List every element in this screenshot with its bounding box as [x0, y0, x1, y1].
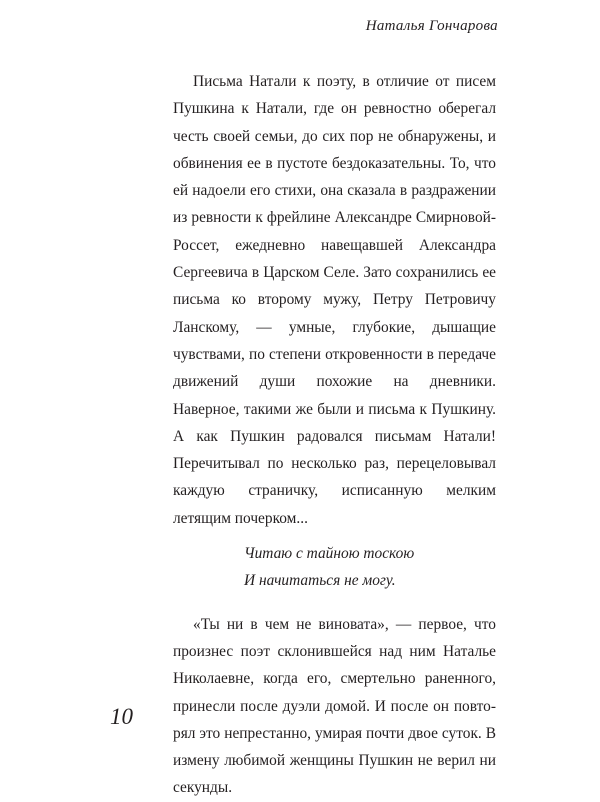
poem-quote: [173, 540, 496, 595]
poem-line-1: Читаю с тайною тоскою: [244, 545, 415, 563]
page-number: 10: [110, 704, 133, 729]
paragraph-innocence: «Ты ни в чем не виновата», — первое, что произнес поэт склонившейся над ним Наталье Николаевне, когда его, смертельно раненного, принесли после дуэли домой. И после он повторял это непрестанно, умирая почти двое суток. В измену любимой женщины Пушкин не верил ни секунды.: [173, 615, 496, 797]
poem-line-2: И начитаться не могу.: [244, 572, 396, 590]
main-text-block: [173, 68, 496, 802]
paragraph-letters: Письма Натали к поэту, в отличие от писем Пушкина к Натали, где он ревностно оберегал честь своей семьи, до сих пор не обнаружены, и обвинения ее в пустоте бездоказательны. То, что ей надоели его стихи, она сказала в раздражении из ревности к фрейлине Александре Смирновой-Россет, ежедневно навещавшей Александра Сергеевича в Царском Селе. Зато сохранились ее письма ко второму мужу, Петру Петровичу Ланскому, — умные, глубокие, дышащие чувствами, по степени откровенности в передаче движений души похожие на дневники. Наверное, такими же были и письма к Пушкину. А как Пушкин радовался письмам Натали! Перечитывал по несколько раз, перецеловывал каждую страничку, исписанную мелким летящим почерком...: [173, 73, 496, 527]
running-header: Наталья Гончарова: [365, 18, 498, 34]
